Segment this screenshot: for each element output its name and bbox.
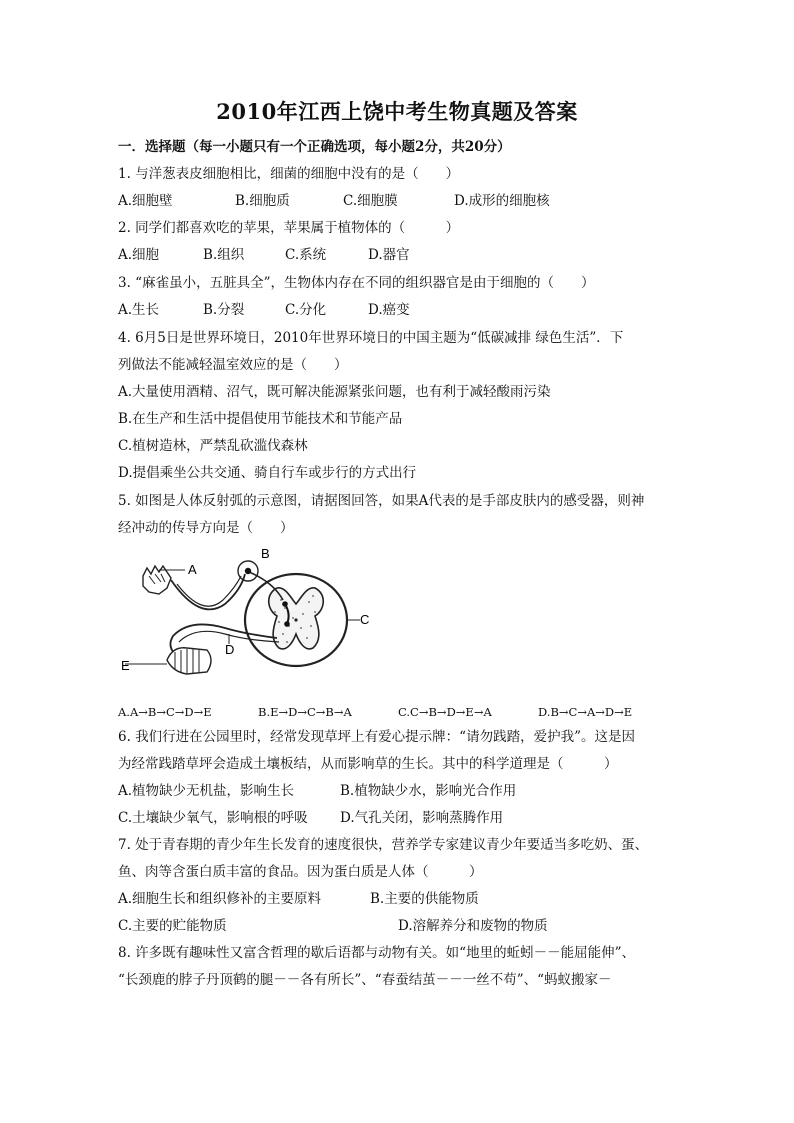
label-d: D (225, 642, 235, 657)
question-7-stem-line2: 鱼、肉等含蛋白质丰富的食品。因为蛋白质是人体（ ） (118, 864, 483, 880)
option-a: A.生长 (118, 302, 160, 318)
question-7-stem-line1: 7. 处于青春期的青少年生长发育的速度很快，营养学专家建议青少年要适当多吃奶、蛋、 (118, 837, 649, 853)
question-1-stem: 1. 与洋葱表皮细胞相比，细菌的细胞中没有的是（ ） (118, 166, 460, 182)
effector-e (167, 648, 211, 674)
option-c: C.细胞膜 (343, 193, 398, 209)
label-b: B (261, 546, 270, 561)
label-c: C (360, 612, 370, 627)
option-b: B.分裂 (203, 302, 245, 318)
question-8-stem-line1: 8. 许多既有趣味性又富含哲理的歇后语都与动物有关。如“地里的蚯蚓－－能屈能伸”、 (118, 945, 635, 961)
question-2-stem: 2. 同学们都喜欢吃的苹果，苹果属于植物体的（ ） (118, 220, 460, 236)
option-a: A.细胞 (118, 247, 160, 263)
section-heading: 一．选择题（每一小题只有一个正确选项，每小题2分，共20分） (118, 139, 511, 155)
option-c: C.分化 (285, 302, 327, 318)
option-c: C.系统 (285, 247, 327, 263)
question-4-option-c: C.植树造林，严禁乱砍滥伐森林 (118, 438, 308, 454)
option-b: B.植物缺少水，影响光合作用 (340, 783, 517, 799)
option-c: C.C→B→D→E→A (398, 705, 492, 719)
question-6-stem-line2: 为经常践踏草坪会造成土壤板结，从而影响草的生长。其中的科学道理是（ ） (118, 756, 618, 772)
option-b: B.主要的供能物质 (370, 891, 479, 907)
sensory-nerve (171, 574, 245, 609)
option-a: A.A→B→C→D→E (118, 705, 212, 719)
option-d: D.B→C→A→D→E (538, 705, 633, 719)
option-a: A.细胞壁 (118, 193, 173, 209)
option-d: D.成形的细胞核 (454, 193, 550, 209)
option-c: C.土壤缺少氧气，影响根的呼吸 (118, 810, 308, 826)
option-b: B.E→D→C→B→A (258, 705, 352, 719)
option-c: C.主要的贮能物质 (118, 918, 227, 934)
reflex-arc-figure (115, 542, 385, 692)
question-6-stem-line1: 6. 我们行进在公园里时，经常发现草坪上有爱心提示牌：“请勿践踏，爱护我”。这是因 (118, 729, 635, 745)
question-4-option-a: A.大量使用酒精、沼气，既可解决能源紧张问题，也有利于减轻酸雨污染 (118, 384, 551, 400)
label-e: E (121, 658, 130, 673)
option-d: D.器官 (368, 247, 410, 263)
option-d: D.癌变 (368, 302, 410, 318)
option-d: D.溶解养分和废物的物质 (398, 918, 548, 934)
option-b: B.组织 (203, 247, 245, 263)
option-a: A.植物缺少无机盐，影响生长 (118, 783, 295, 799)
question-3-stem: 3. “麻雀虽小，五脏具全”，生物体内存在不同的组织器官是由于细胞的（ ） (118, 275, 595, 291)
option-d: D.气孔关闭，影响蒸腾作用 (340, 810, 504, 826)
ganglion-b (238, 561, 258, 581)
page-title: 2010年江西上饶中考生物真题及答案 (216, 99, 578, 124)
question-4-stem-line1: 4. 6月5日是世界环境日，2010年世界环境日的中国主题为“低碳减排 绿色生活”．下 (118, 330, 624, 346)
question-5-stem-line2: 经冲动的传导方向是（ ） (118, 520, 294, 536)
question-4-stem-line2: 列做法不能减轻温室效应的是（ ） (118, 357, 348, 373)
question-5-stem-line1: 5. 如图是人体反射弧的示意图，请据图回答，如果A代表的是手部皮肤内的感受器，则神 (118, 493, 645, 509)
question-8-stem-line2: “长颈鹿的脖子丹顶鹤的腿－－各有所长”、“春蚕结茧－－一丝不苟”、“蚂蚁搬家－ (118, 972, 612, 988)
option-a: A.细胞生长和组织修补的主要原料 (118, 891, 322, 907)
question-4-option-d: D.提倡乘坐公共交通、骑自行车或步行的方式出行 (118, 465, 417, 481)
option-b: B.细胞质 (235, 193, 290, 209)
spinal-cord (245, 574, 347, 666)
question-4-option-b: B.在生产和生活中提倡使用节能技术和节能产品 (118, 411, 403, 427)
label-a: A (188, 562, 197, 577)
